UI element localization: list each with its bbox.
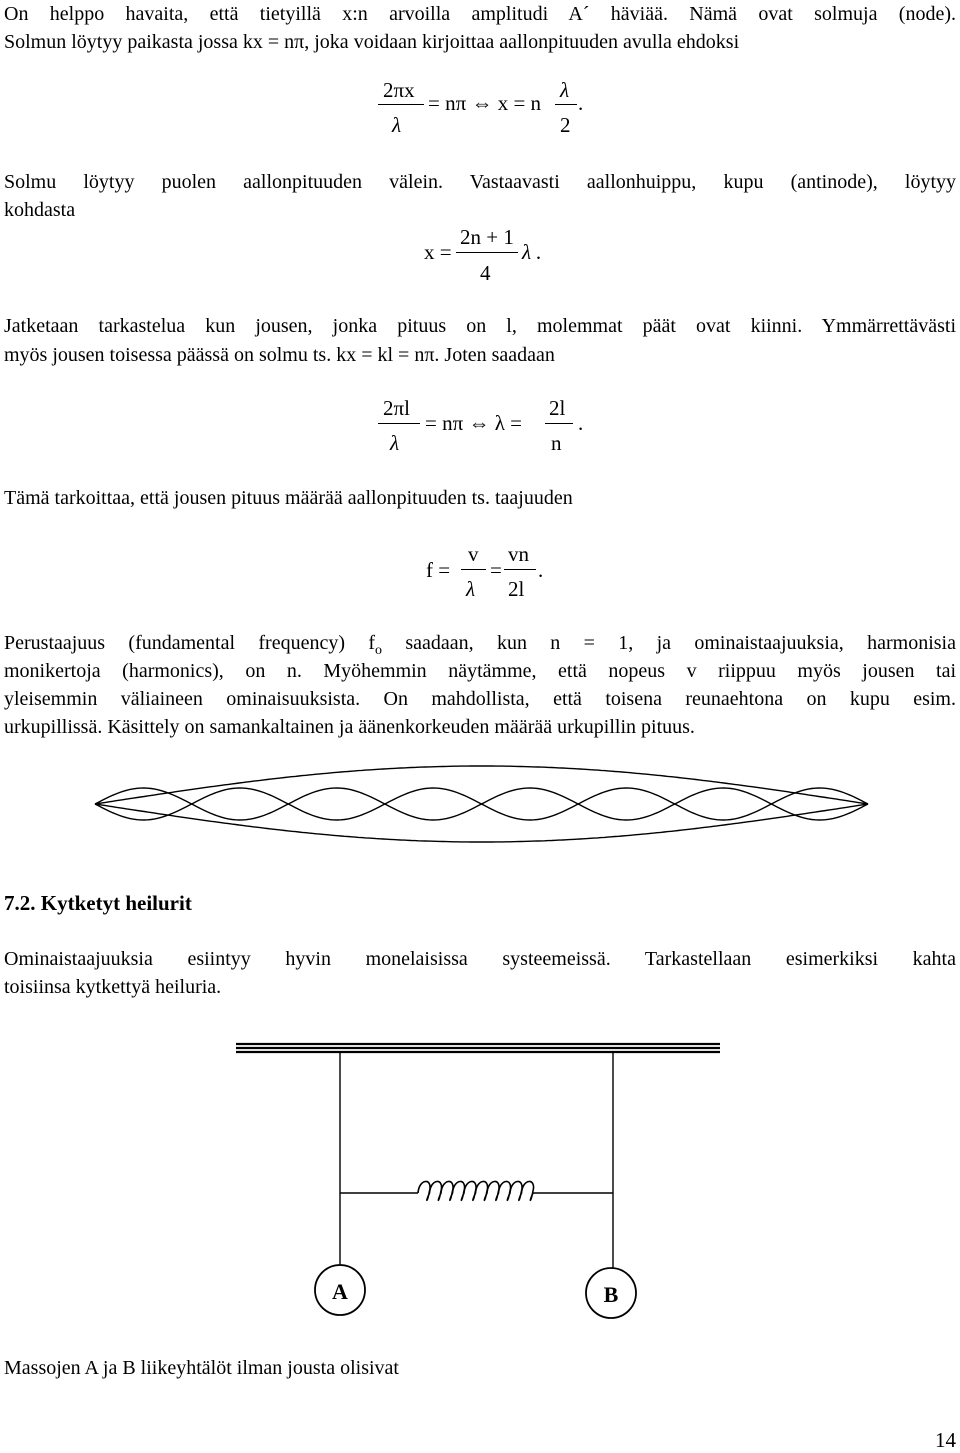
wave-fundamental-lower xyxy=(95,804,868,842)
paragraph-5-line-4: urkupillissä. Käsittely on samankaltainen ja äänenkorkeuden määrää urkupillin pituus. xyxy=(4,716,695,738)
subscript-o: o xyxy=(375,643,382,658)
eq2-rhs: λ . xyxy=(522,240,542,264)
wave-fundamental-upper xyxy=(95,766,868,804)
eq4-middle: = xyxy=(490,558,502,582)
eq2-numerator: 2n + 1 xyxy=(460,225,514,249)
eq3-numerator-right: 2l xyxy=(549,396,566,420)
paragraph-2-line-2: kohdasta xyxy=(4,199,76,221)
mass-b-label: B xyxy=(603,1282,619,1307)
eq4-numerator-right: vn xyxy=(508,542,529,566)
coupled-pendulums-figure xyxy=(0,1030,960,1360)
paragraph-4: Tämä tarkoittaa, että jousen pituus määrää aallonpituuden ts. taajuuden xyxy=(4,487,573,509)
paragraph-3-line-1: Jatketaan tarkastelua kun jousen, jonka pituus on l, molemmat päät ovat kiinni. Ymmärrettävästi xyxy=(4,315,956,337)
paragraph-7: Massojen A ja B liikeyhtälöt ilman jousta olisivat xyxy=(4,1357,399,1379)
paragraph-6-line-1: Ominaistaajuuksia esiintyy hyvin monelaisissa systeemeissä. Tarkastellaan esimerkiksi kahta xyxy=(4,948,956,970)
standing-wave-figure xyxy=(0,750,960,860)
eq4-fraction-bar-right xyxy=(504,569,536,570)
ceiling-support xyxy=(236,1044,720,1052)
eq3-numerator-left: 2πl xyxy=(383,396,410,420)
paragraph-1-line-2: Solmun löytyy paikasta jossa kx = nπ, joka voidaan kirjoittaa aallonpituuden avulla ehdoksi xyxy=(4,31,740,53)
eq2-lhs: x = xyxy=(424,240,452,264)
eq3-fraction-bar-right xyxy=(545,423,573,424)
eq1-fraction-bar-right xyxy=(555,104,577,105)
paragraph-5-line-3: yleisemmin väliaineen ominaisuuksista. On mahdollista, että toisena reunaehtona on kupu esim. xyxy=(4,688,956,710)
paragraph-5-line-2: monikertoja (harmonics), on n. Myöhemmin näytämme, että nopeus v riippuu myös jousen tai xyxy=(4,660,956,682)
eq3-denominator-left: λ xyxy=(390,431,400,455)
paragraph-1-line-1: On helppo havaita, että tietyillä x:n arvoilla amplitudi A´ häviää. Nämä ovat solmuja (node). xyxy=(4,3,956,25)
eq3-period: . xyxy=(578,411,584,435)
eq1-numerator-left: 2πx xyxy=(383,78,415,102)
section-heading: 7.2. Kytketyt heilurit xyxy=(4,891,192,915)
eq4-lhs: f = xyxy=(426,558,451,582)
mass-a-label: A xyxy=(332,1279,348,1304)
paragraph-3-line-2: myös jousen toisessa päässä on solmu ts. kx = kl = nπ. Joten saadaan xyxy=(4,344,555,366)
eq4-fraction-bar-left xyxy=(461,569,486,570)
eq3-fraction-bar-left xyxy=(378,423,420,424)
eq4-denominator-left: λ xyxy=(466,577,476,601)
page-number: 14 xyxy=(935,1428,956,1452)
eq2-fraction-bar xyxy=(456,252,518,253)
wave-harmonic-lower xyxy=(95,788,868,820)
eq4-denominator-right: 2l xyxy=(508,577,525,601)
eq2-denominator: 4 xyxy=(480,261,491,285)
eq1-fraction-bar-left xyxy=(378,104,424,105)
eq3-middle: = nπ ⇔ λ = xyxy=(425,411,522,435)
eq3-denominator-right: n xyxy=(551,431,562,455)
eq1-period: . xyxy=(578,91,584,115)
eq4-numerator-left: v xyxy=(468,542,479,566)
eq1-numerator-right: λ xyxy=(560,78,570,102)
paragraph-5-line-1-part-b: saadaan, kun n = 1, ja ominaistaajuuksia, harmonisia xyxy=(382,632,956,654)
paragraph-6-line-2: toisiinsa kytkettyä heiluria. xyxy=(4,976,222,998)
paragraph-2-line-1: Solmu löytyy puolen aallonpituuden välein. Vastaavasti aallonhuippu, kupu (antinode), löytyy xyxy=(4,171,956,193)
eq1-middle: = nπ ⇔ x = n xyxy=(428,91,542,115)
eq4-period: . xyxy=(538,558,544,582)
eq1-denominator-right: 2 xyxy=(560,113,571,137)
standing-wave-curves xyxy=(95,766,868,842)
eq1-denominator-left: λ xyxy=(392,113,402,137)
coupling-spring xyxy=(340,1181,613,1200)
paragraph-5-line-1-part-a: Perustaajuus (fundamental frequency) f xyxy=(4,632,375,654)
